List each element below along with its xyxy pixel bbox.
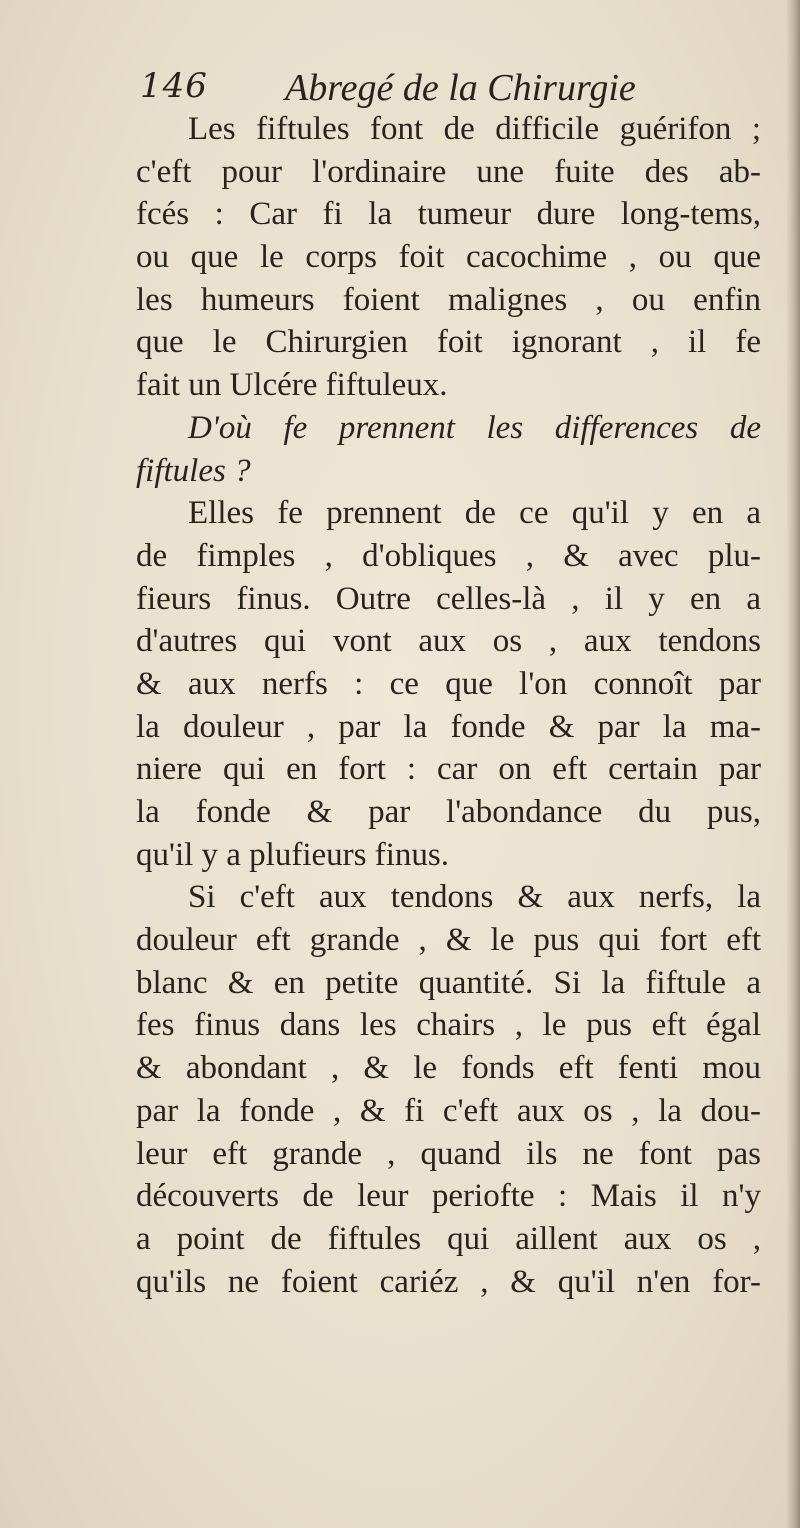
text-line: que le Chirurgien foit ignorant , il fe xyxy=(136,324,761,361)
text-line: fieurs finus. Outre celles-là , il y en a xyxy=(136,580,761,617)
text-line: douleur eft grande , & le pus qui fort eft xyxy=(136,922,761,959)
question-line: D'où fe prennent les differences de xyxy=(188,409,761,446)
text-line: d'autres qui vont aux os , aux tendons xyxy=(136,623,761,660)
text-line: leur eft grande , quand ils ne font pas xyxy=(136,1135,761,1172)
text-line: niere qui en fort : car on eft certain par xyxy=(136,751,761,788)
text-line: & abondant , & le fonds eft fenti mou xyxy=(136,1050,761,1087)
page-number: 146 xyxy=(140,66,208,106)
text-line: Si c'eft aux tendons & aux nerfs, la xyxy=(188,879,761,916)
body-text xyxy=(136,108,761,1303)
text-line: c'eft pour l'ordinaire une fuite des ab- xyxy=(136,153,761,190)
text-line: par la fonde , & fi c'eft aux os , la dou- xyxy=(136,1092,761,1129)
text-line: qu'il y a plufieurs finus. xyxy=(136,836,449,873)
text-line: la fonde & par l'abondance du pus, xyxy=(136,794,761,830)
text-line: & aux nerfs : ce que l'on connoît par xyxy=(136,665,761,702)
text-line: ou que le corps foit cacochime , ou que xyxy=(136,239,761,276)
text-line: blanc & en petite quantité. Si la fiftule a xyxy=(136,964,761,1001)
text-line: Elles fe prennent de ce qu'il y en a xyxy=(188,495,761,532)
text-line: a point de fiftules qui aillent aux os , xyxy=(136,1220,761,1257)
text-line: découverts de leur periofte : Mais il n'y xyxy=(136,1178,761,1215)
text-line: fes finus dans les chairs , le pus eft égal xyxy=(136,1007,761,1044)
text-line: de fimples , d'obliques , & avec plu- xyxy=(136,537,761,574)
question-line: fiftules ? xyxy=(136,452,251,489)
text-line: les humeurs foient malignes , ou enfin xyxy=(136,281,761,318)
running-title: Abregé de la Chirurgie xyxy=(285,67,636,109)
text-line: fait un Ulcére fiftuleux. xyxy=(136,367,448,404)
text-line: qu'ils ne foient cariéz , & qu'il n'en for- xyxy=(136,1263,761,1300)
text-line: Les fiftules font de difficile guérifon ; xyxy=(188,111,761,147)
text-line: fcés : Car fi la tumeur dure long-tems, xyxy=(136,196,761,233)
page-edge-shadow xyxy=(786,0,800,1528)
text-line: la douleur , par la fonde & par la ma- xyxy=(136,708,761,745)
